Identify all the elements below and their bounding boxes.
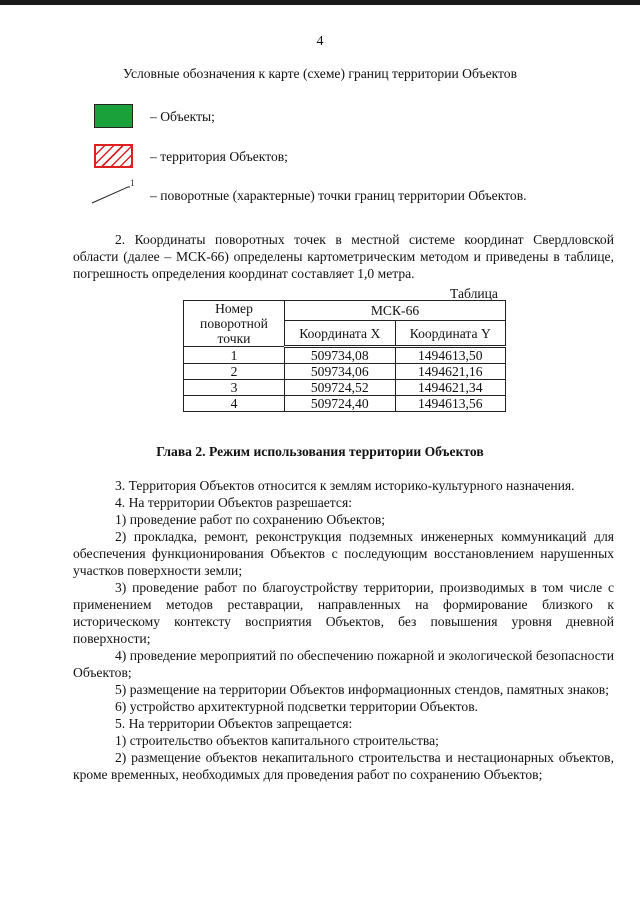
paragraph: 3. Территория Объектов относится к землям историко-культурного назначения. (115, 478, 575, 493)
coord-x: 509734,08 (285, 347, 396, 364)
header-y: Координата Y (395, 321, 506, 347)
point-number: 3 (184, 380, 285, 396)
paragraph: 5) размещение на территории Объектов информационных стендов, памятных знаков; (115, 682, 609, 697)
legend-title: Условные обозначения к карте (схеме) границ территории Объектов (122, 66, 518, 81)
paragraph: 2) размещение объектов некапитального строительства и нестационарных объектов, кроме временных, необходимых для проведения работ по сохранению Объектов; (73, 750, 614, 782)
table-row (184, 347, 506, 364)
paragraph: 4) проведение мероприятий по обеспечению пожарной и экологической безопасности Объектов; (73, 648, 614, 680)
paragraph: 4. На территории Объектов разрешается: (115, 495, 352, 510)
legend-item-turning-points (90, 178, 600, 211)
coord-y: 1494621,16 (395, 364, 506, 380)
point-number: 4 (184, 396, 285, 412)
legend-label: – территория Объектов; (150, 149, 288, 164)
header-system: МСК-66 (285, 301, 506, 321)
header-x: Координата X (285, 321, 396, 347)
legend-label: – Объекты; (150, 109, 215, 124)
green-fill-swatch-icon (94, 104, 133, 128)
point-number: 1 (184, 347, 285, 364)
paragraph: 5. На территории Объектов запрещается: (115, 716, 353, 731)
paragraph: 2) прокладка, ремонт, реконструкция подземных инженерных коммуникаций для обеспечения функционирования Объектов с последующим восстановлением нарушенных участков поверхности земли; (73, 529, 614, 578)
scan-edge (0, 0, 640, 5)
coord-x: 509734,06 (285, 364, 396, 380)
legend-item-territory (90, 144, 600, 172)
coord-y: 1494613,50 (395, 347, 506, 364)
paragraph: 6) устройство архитектурной подсветки территории Объектов. (115, 699, 479, 714)
marker-label: 1 (130, 178, 135, 188)
page-number: 4 (316, 34, 324, 49)
coord-x: 509724,52 (285, 380, 396, 396)
point-number: 2 (184, 364, 285, 380)
paragraph: 1) строительство объектов капитального строительства; (115, 733, 439, 748)
legend-item-objects (90, 104, 600, 132)
chapter-body (73, 477, 614, 783)
section-2-paragraph: 2. Координаты поворотных точек в местной системе координат Свердловской области (далее – МСК-66) определены картометрическим методом и приведены в таблице, погрешность определения координат составляет 1,0 метра. (73, 232, 614, 281)
header-point-number: Номер поворотной точки (184, 301, 285, 347)
turning-point-marker-icon (90, 177, 140, 207)
coordinates-table (183, 300, 506, 412)
coord-y: 1494613,56 (395, 396, 506, 412)
chapter-title: Глава 2. Режим использования территории Объектов (156, 444, 484, 459)
table-row (184, 396, 506, 412)
paragraph: 1) проведение работ по сохранению Объектов; (115, 512, 386, 527)
red-hatched-swatch-icon (94, 144, 133, 168)
coord-x: 509724,40 (285, 396, 396, 412)
table-caption: Таблица (450, 286, 498, 301)
coord-y: 1494621,34 (395, 380, 506, 396)
table-row (184, 364, 506, 380)
table-row (184, 380, 506, 396)
legend-label: – поворотные (характерные) точки границ территории Объектов. (150, 188, 527, 203)
paragraph: 3) проведение работ по благоустройству территории, производимых в том числе с применением методов реставрации, направленных на формирование близкого к историческому контексту восприятия Объектов, без повышения уровня дневной поверхности; (73, 580, 614, 646)
